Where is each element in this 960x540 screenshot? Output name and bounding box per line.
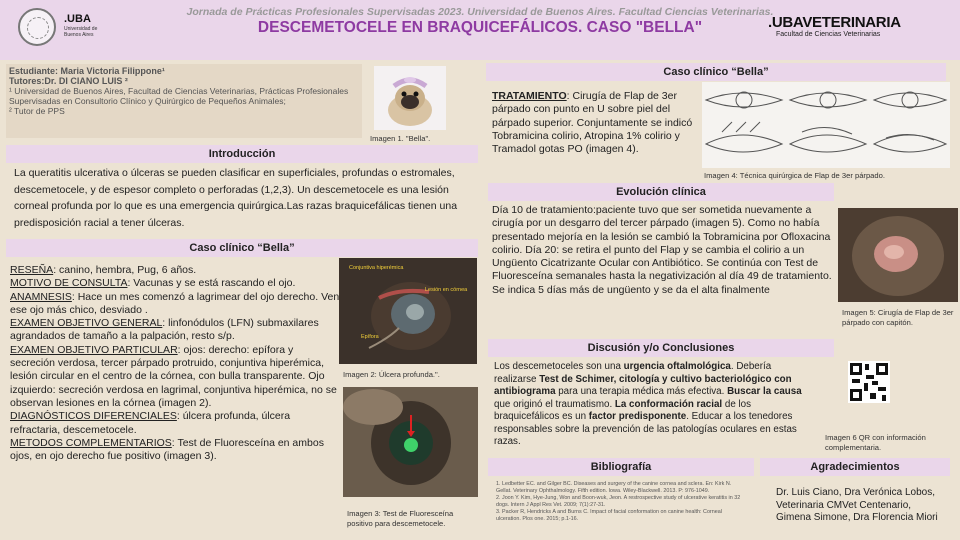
examen-general-value: : linfonódulos (LFN) submaxilares agrandados de tamaño a la palpación, resto s/p. — [10, 317, 319, 343]
diagnosticos-label: DIAGNÓSTICOS DIFERENCIALES — [10, 410, 177, 423]
intro-heading: Introducción — [6, 145, 478, 163]
uba-logo-subtext: Universidad de Buenos Aires — [64, 26, 98, 38]
evolution-text: Día 10 de tratamiento:paciente tuvo que ser sometida nuevamente a cirugía por un desgarro del tercer párpado (imagen 5). Como no había presentado mejoría en la lesión se cambió la Tobramicina por Ofloxacina colirio. Día 20: se retira el punto del Flap y se cambia el colirio a un Ungüento Cicatrizante Ocular con Antibiótico. Se continúa con Test de Fluoresceína semanales hasta la negativización al día 49 de tratamiento. Se indica 5 días más de ungüento y se da el alta finalmente — [492, 204, 832, 296]
treatment-value: : Cirugía de Flap de 3er párpado con punto en U sobre piel del párpado superior. Conjuntamente se indicó Tobramicina colirio, Atropina 1% colirio y Tramadol gotas PO (imagen 4). — [492, 90, 693, 156]
image-2-label-lesion: Lesión en córnea — [425, 287, 468, 293]
reference-item: 2. Joon Y. Kim, Hye-Jung, Won and Boon-wuk, Jeon. A restrospective study of ulcerative keratitis in 32 dogs. Intern J Appl Res Vet. 2009; 7(1):27-31. — [496, 495, 741, 508]
discussion-bold-2: Test de Schimer, citología y cultivo bacteriológico con antibiograma — [494, 373, 792, 397]
poster-title: DESCEMETOCELE EN BRAQUICEFÁLICOS. CASO "BELLA" — [257, 19, 703, 36]
image-2-ulcer — [339, 258, 477, 364]
discussion-part-5: de los braquicefálicos es un — [494, 398, 752, 422]
intro-text: La queratitis ulcerativa o úlceras se pueden clasificar en superficiales, profundas o estromales, descemetocele, y de espesor completo o perforadas (1,2,3). Un descemetocele es una lesión corneal profunda por lo que es una emergencia quirúrgica.Las razas braquicefálicas tienen una predisposición racial a tener úlceras. — [14, 167, 458, 229]
event-subtitle: Jornada de Prácticas Profesionales Supervisadas 2023. Universidad de Buenos Aires. Facultad Ciencias Veterinarias. — [186, 6, 774, 18]
image-5-surgery — [838, 208, 958, 302]
acknowledgements-text: Dr. Luis Ciano, Dra Verónica Lobos, Veterinaria CMVet Centenario, Gimena Simone, Dra Florencia Miori — [776, 487, 938, 523]
image-5-caption: Imagen 5: Cirugía de Flap de 3er párpado con capitón. — [842, 308, 954, 327]
image-2-label-conjuntiva: Conjuntiva hiperémica — [349, 265, 404, 271]
discussion-part-2: . Debería realizarse — [494, 361, 772, 385]
reference-item: 1. Ledbetter EC. and Gilger BC. Diseases and surgery of the canine cornea and sclera. En: Kirk N. Gellat. Veterinary Ophthalmology. Fifth edition. Iowa. Wiley-Blackwell. 2013. P: 976-1049. — [496, 481, 732, 494]
image-3-fluorescein — [343, 387, 478, 497]
metodos-label: METODOS COMPLEMENTARIOS — [10, 436, 172, 449]
examen-particular-label: EXAMEN OBJETIVO PARTICULAR — [10, 343, 178, 356]
case-left-text — [10, 264, 340, 463]
discussion-part-6: . Educar a los tenedores responsables sobre la prevención de las patologías oculares en estas razas. — [494, 411, 797, 447]
image-6-caption: Imagen 6 QR con información complementaria. — [825, 433, 926, 452]
acknowledgements-heading: Agradecimientos — [760, 458, 950, 476]
uba-logo-text: .UBA — [64, 13, 91, 25]
resena-label: RESEÑA — [10, 264, 54, 276]
bibliography-list — [496, 481, 748, 523]
uba-veterinaria-subtext: Facultad de Ciencias Veterinarias — [776, 31, 881, 38]
discussion-part-1: Los descemetoceles son una — [494, 361, 624, 372]
reference-item: 3. Packer R, Hendricks A and Burns C. Impact of facial conformation on canine health: Corneal ulceration. Plos one. 2015; p.1-16. — [496, 509, 722, 522]
examen-general-label: EXAMEN OBJETIVO GENERAL — [10, 317, 163, 330]
affiliation-2: ² Tutor de PPS — [9, 106, 65, 116]
image-4-surgical-technique — [702, 82, 950, 168]
treatment-text — [492, 90, 698, 156]
discussion-part-4: que originó el traumatismo. — [494, 398, 615, 410]
tutor-name: Tutores:Dr. DI CIANO LUIS ² — [9, 76, 128, 86]
image-1-bella — [374, 66, 446, 130]
motivo-label: MOTIVO DE CONSULTA — [10, 277, 128, 290]
anamnesis-value: : Hace un mes comenzó a lagrimear del ojo derecho. Ven ese ojo más chico, desviado . — [10, 290, 340, 316]
image-4-caption: Imagen 4: Técnica quirúrgica de Flap de 3er párpado. — [704, 171, 885, 180]
uba-seal-logo — [18, 8, 56, 46]
case-left-heading: Caso clínico “Bella” — [6, 239, 478, 257]
discussion-heading: Discusión y/o Conclusiones — [488, 339, 834, 357]
authors-block — [6, 64, 362, 138]
motivo-value: : Vacunas y se está rascando el ojo. — [127, 277, 296, 290]
discussion-text — [494, 361, 816, 449]
resena-value: : canino, hembra, Pug, 6 años. — [53, 264, 197, 276]
examen-particular-value: : ojos: derecho: epífora y secreción verdosa, tercer párpado protruido, conjuntiva hiperémica, lesión circular en el centro de la córnea, con bulla transparente. Ojo izquierdo: secreción verdosa en lagrimal, conjuntiva hiperémica, no se observan lesiones en la córnea (imagen 2). — [10, 343, 337, 409]
diagnosticos-value: : úlcera profunda, úlcera refractaria, descemetocele. — [10, 410, 291, 436]
image-2-caption: Imagen 2: Úlcera profunda.". — [343, 370, 440, 379]
discussion-bold-5: factor predisponente — [588, 411, 687, 422]
discussion-bold-4: La conformación racial — [614, 398, 723, 410]
discussion-bold-3: Buscar la causa — [727, 386, 802, 397]
affiliation-1: ¹ Universidad de Buenos Aires, Facultad de Ciencias Veterinarias, Prácticas Profesionales Supervisadas en Consultorio Clínico y Quirúrgico de Pequeños Animales; — [9, 86, 349, 106]
treatment-label: TRATAMIENTO — [492, 90, 567, 102]
image-2-label-epifora: Epífora — [361, 334, 379, 340]
discussion-bold-1: urgencia oftalmológica — [623, 361, 731, 372]
qr-code-icon[interactable] — [848, 361, 890, 403]
student-name: Estudiante: Maria Victoria Filippone¹ — [9, 66, 165, 76]
case-right-heading: Caso clínico “Bella” — [486, 63, 946, 81]
uba-veterinaria-logo: .UBAVETERINARIA — [768, 14, 901, 31]
evolution-heading: Evolución clínica — [488, 183, 834, 201]
image-3-caption: Imagen 3: Test de Fluoresceína positivo para descemetocele. — [347, 509, 454, 528]
discussion-part-3: para una terapia médica más efectiva. — [555, 386, 728, 397]
anamnesis-label: ANAMNESIS — [10, 290, 72, 303]
image-1-caption: Imagen 1. "Bella". — [370, 134, 431, 143]
bibliography-heading: Bibliografía — [488, 458, 754, 476]
metodos-value: : Test de Fluoresceína en ambos ojos, en ojo derecho fue positivo (imagen 3). — [10, 436, 324, 463]
